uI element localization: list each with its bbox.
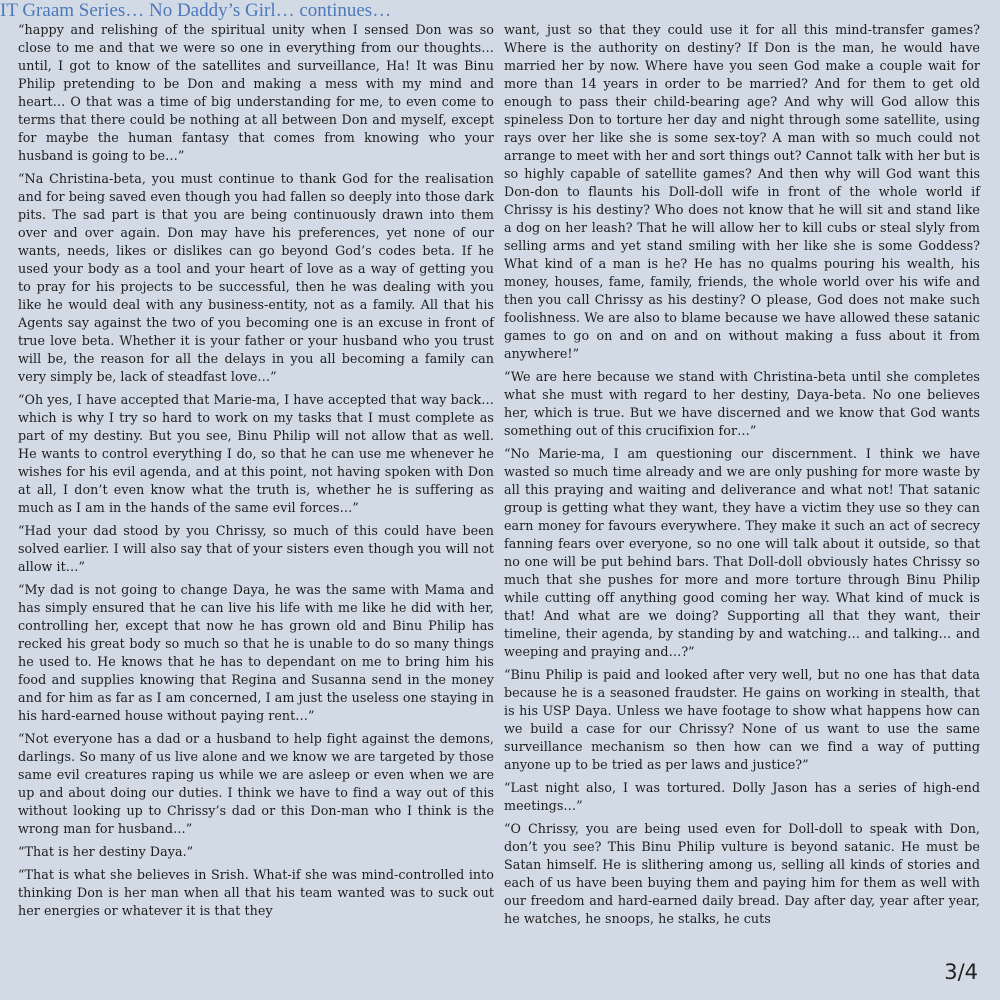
paragraph: “Binu Philip is paid and looked after very well, but no one has that data because he is a seasoned fraudster. He gains on working in stealth, that is his USP Daya. Unless we have footage to show what happens how can we build a case for our Chrissy? None of us want to use the same surveillance mechanism so then how can we find a way of putting anyone up to be tried as per laws and justice?” [504, 667, 980, 772]
page-number: 3/4 [944, 960, 978, 984]
paragraph: “That is her destiny Daya.” [18, 844, 194, 859]
paragraph: “happy and relishing of the spiritual unity when I sensed Don was so close to me and that we were so one in everything from our thoughts… until, I got to know of the satellites and surveillance, Ha! It was Binu Philip pretending to be Don and making a mess with my mind and heart… O that was a time of big understanding for me, to even come to terms that there could be nothing at all between Don and myself, except for maybe the human fantasy that comes from knowing who your husband is going to be…” [18, 22, 494, 163]
paragraph: “Last night also, I was tortured. Dolly Jason has a series of high-end meetings…” [504, 780, 980, 813]
paragraph: “Oh yes, I have accepted that Marie-ma, I have accepted that way back… which is why I try so hard to work on my tasks that I must complete as part of my destiny. But you see, Binu Philip will not allow that as well. He wants to control everything I do, so that he can use me whenever he wishes for his evil agenda, and at this point, not having spoken with Don at all, I don’t even know what the truth is, whether he is suffering as much as I am in the hands of the same evil forces…” [18, 392, 495, 515]
paragraph: want, just so that they could use it for all this mind-transfer games? Where is the authority on destiny? If Don is the man, he would have married her by now. Where have you seen God make a couple wait for more than 14 years in order to be married? And for them to get old enough to pass their child-bearing age? And why will God allow this spineless Don to torture her day and night through some satellite, using rays over her like she is some sex-toy? A man with so much could not arrange to meet with her and sort things out? Cannot talk with her but is so highly capable of satellite games? And then why will God want this Don-don to flaunts his Doll-doll wife in front of the whole world if Chrissy is his destiny? Who does not know that he will sit and stand like a dog on her leash? That he will allow her to kill cubs or steal slyly from selling arms and yet stand smiling with her like she is some Goddess? What kind of a man is he? He has no qualms pouring his wealth, his money, houses, fame, family, friends, the whole world over his wife and then you call Chrissy as his destiny? O please, God does not make such foolishness. We are also to blame because we have allowed these satanic games to go on and on and on without making a fuss about it from anywhere!” [504, 22, 980, 361]
paragraph: “That is what she believes in Srish. What-if she was mind-controlled into thinking Don is her man when all that his team wanted was to suck out her energies or whatever it is that they [18, 867, 494, 918]
page-title: IT Graam Series… No Daddy’s Girl… continues… [0, 0, 392, 21]
paragraph: “Had your dad stood by you Chrissy, so much of this could have been solved earlier. I will also say that of your sisters even though you will not allow it…” [18, 523, 494, 574]
paragraph: “Na Christina-beta, you must continue to thank God for the realisation and for being saved even though you had fallen so deeply into those dark pits. The sad part is that you are being continuously drawn into them over and over again. Don may have his preferences, yet none of our wants, needs, likes or dislikes can go beyond God’s codes beta. If he used your body as a tool and your heart of love as a way of getting you to pray for his projects to be successful, then he was dealing with you like he would deal with any business-entity, not as a family. All that his Agents say against the two of you becoming one is an excuse in front of true love beta. Whether it is your father or your husband who you trust will be, the reason for all the delays in you all becoming a family can very simply be, lack of steadfast love…” [18, 171, 494, 384]
right-column [504, 21, 980, 933]
paragraph: “O Chrissy, you are being used even for Doll-doll to speak with Don, don’t you see? This Binu Philip vulture is beyond satanic. He must be Satan himself. He is slithering among us, selling all kinds of stories and each of us have been buying them and paying him for them as well with our freedom and hard-earned daily bread. Day after day, year after year, he watches, he snoops, he stalks, he cuts [504, 821, 980, 926]
paragraph: “We are here because we stand with Christina-beta until she completes what she must with regard to her destiny, Daya-beta. No one believes her, which is true. But we have discerned and we know that God wants something out of this crucifixion for…” [504, 369, 980, 438]
paragraph: “No Marie-ma, I am questioning our discernment. I think we have wasted so much time already and we are only pushing for more waste by all this praying and waiting and deliverance and what not! That satanic group is getting what they want, they have a victim they use so they can earn money for favours everywhere. They make it such an act of secrecy fanning fears over everyone, so no one will talk about it outside, so that no one will be put behind bars. That Doll-doll obviously hates Chrissy so much that she pushes for more and more torture through Binu Philip while cutting off anything good coming her way. What kind of muck is that! And what are we doing? Supporting all that they want, their timeline, their agenda, by standing by and watching… and talking… and weeping and praying and…?” [504, 446, 980, 659]
paragraph: “Not everyone has a dad or a husband to help fight against the demons, darlings. So many of us live alone and we know we are targeted by those same evil creatures raping us while we are asleep or even when we are up and about doing our duties. I think we have to find a way out of this without looking up to Chrissy’s dad or this Don-man who I think is the wrong man for husband…” [18, 731, 494, 836]
paragraph: “My dad is not going to change Daya, he was the same with Mama and has simply ensured that he can live his life with me like he did with her, controlling her, except that now he has grown old and Binu Philip has recked his great body so much so that he is unable to do so many things he used to. He knows that he has to dependant on me to bring him his food and supplies knowing that Regina and Susanna send in the money and for him as far as I am concerned, I am just the useless one staying in his hard-earned house without paying rent…” [18, 582, 494, 723]
left-column [18, 21, 494, 925]
